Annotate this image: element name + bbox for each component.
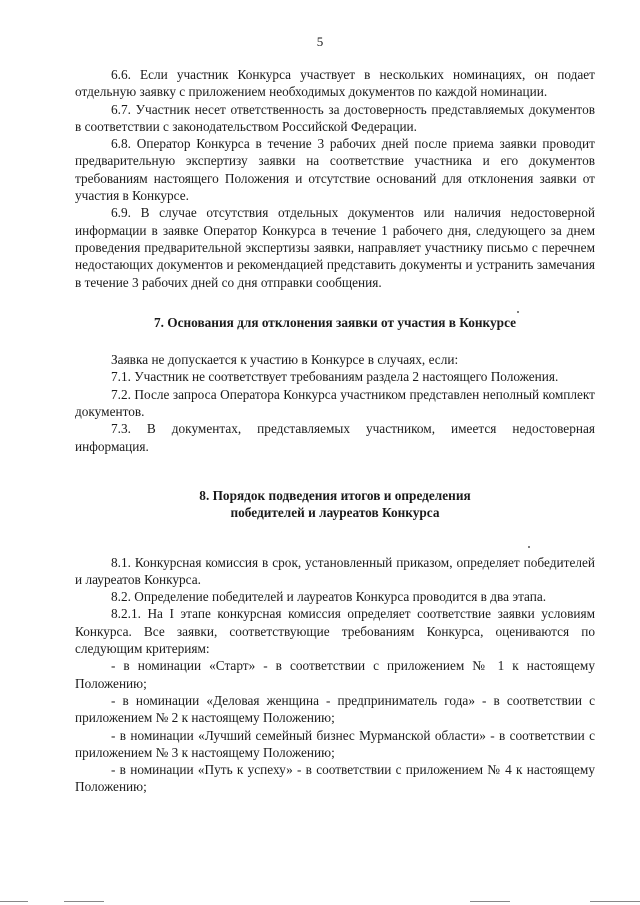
paragraph-7-intro: Заявка не допускается к участию в Конкурсе в случаях, если: bbox=[111, 352, 459, 368]
paragraph-6-6: 6.6. Если участник Конкурса участвует в нескольких номинациях, он подает отдельную заявку с приложением необходимых документов по каждой номинации. bbox=[75, 67, 595, 100]
scan-edge-mark bbox=[470, 901, 510, 902]
nomination-business-woman-item: - в номинации «Деловая женщина - предприниматель года» - в соответствии с приложением № 2 к настоящему Положению; bbox=[75, 692, 595, 726]
section-8-heading-line2: победителей и лауреатов Конкурса bbox=[230, 505, 440, 521]
section-7-heading: 7. Основания для отклонения заявки от участия в Конкурсе bbox=[153, 314, 517, 330]
scan-speck bbox=[517, 311, 519, 313]
paragraph-6-7: 6.7. Участник несет ответственность за достоверность представляемых документов в соответствии с законодательством Российской Федерации. bbox=[75, 101, 595, 134]
section-6-block bbox=[75, 66, 595, 796]
paragraph-6-8: 6.8. Оператор Конкурса в течение 3 рабочих дней после приема заявки проводит предварительную экспертизу заявки на соответствие участника и его документов требованиям настоящего Положения и отсутствие оснований для отклонения заявки от участия в Конкурсе. bbox=[75, 136, 595, 204]
scan-edge-mark bbox=[0, 901, 28, 902]
paragraph-7-2: 7.2. После запроса Оператора Конкурса участником представлен неполный комплект документов. bbox=[75, 386, 595, 420]
nomination-family-business-item: - в номинации «Лучший семейный бизнес Мурманской области» - в соответствии с приложением № 3 к настоящему Положению; bbox=[75, 727, 595, 760]
scan-speck bbox=[528, 546, 530, 548]
scan-edge-mark bbox=[590, 901, 640, 902]
paragraph-8-2-1: 8.2.1. На I этапе конкурсная комиссия определяет соответствие заявки условиям Конкурса. Все заявки, соответствующие требованиям Конкурса, оцениваются по следующим критериям: bbox=[75, 606, 595, 657]
nomination-path-to-success-item: - в номинации «Путь к успеху» - в соответствии с приложением № 4 к настоящему Положению; bbox=[75, 762, 595, 795]
nomination-start-item: - в номинации «Старт» - в соответствии с приложением № 1 к настоящему Положению; bbox=[75, 658, 595, 691]
paragraph-8-2: 8.2. Определение победителей и лауреатов Конкурса проводится в два этапа. bbox=[111, 589, 547, 605]
page-number: 5 bbox=[316, 34, 324, 49]
paragraph-7-3: 7.3. В документах, представляемых участником, имеется недостоверная информация. bbox=[75, 421, 595, 454]
paragraph-6-9: 6.9. В случае отсутствия отдельных документов или наличия недостоверной информации в заявке Оператор Конкурса в течение 1 рабочего дня, следующего за днем проведения предварительной экспертизы заявки, направляет участнику письмо с перечнем недостающих документов и рекомендацией представить документы и устранить замечания в течение 3 рабочих дней со дня отправки сообщения. bbox=[75, 205, 595, 290]
section-8-heading-line1: 8. Порядок подведения итогов и определения bbox=[199, 487, 471, 503]
paragraph-7-1: 7.1. Участник не соответствует требованиям раздела 2 настоящего Положения. bbox=[111, 369, 559, 385]
paragraph-8-1: 8.1. Конкурсная комиссия в срок, установленный приказом, определяет победителей и лауреатов Конкурса. bbox=[75, 554, 595, 587]
scan-edge-mark bbox=[64, 901, 104, 902]
